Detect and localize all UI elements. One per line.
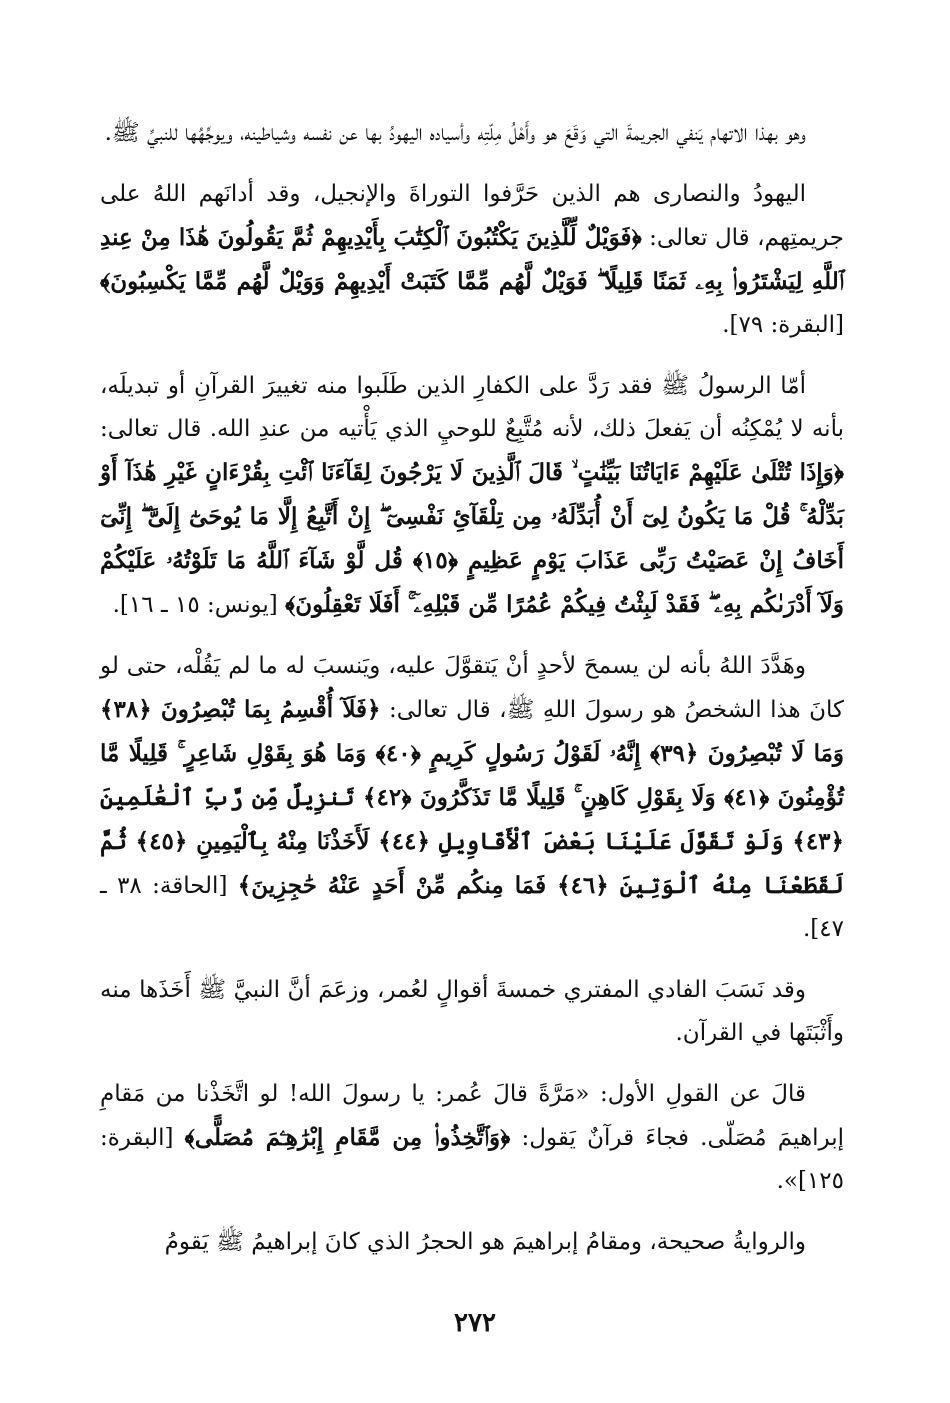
body-text bbox=[100, 112, 844, 1282]
paragraph-text: وقد نَسَبَ الفادي المفتري خمسةَ أقوالٍ لعُمر، وزعَمَ أنَّ النبيَّ ﷺ أَخَذَها منه وأَثْبَتَها في القرآن. bbox=[100, 977, 844, 1046]
paragraph-text: اليهودُ والنصارى هم الذين حَرَّفوا التوراةَ والإنجيل، وقد أدانَهم اللهُ على جريمتِهم، قال تعالى: bbox=[100, 181, 844, 251]
page-number: ٢٧٢ bbox=[454, 1308, 496, 1338]
paragraph-1 bbox=[100, 112, 844, 155]
quran-verse: ﴿فَوَيْلٌ لِّلَّذِينَ يَكْتُبُونَ ٱلْكِتَٰبَ بِأَيْدِيهِمْ ثُمَّ يَقُولُونَ هَٰذَا مِنْ عِندِ ٱللَّهِ لِيَشْتَرُوا۟ بِهِۦ ثَمَنًا قَلِيلًا ۖ فَوَيْلٌ لَّهُم مِّمَّا كَتَبَتْ أَيْدِيهِمْ وَوَيْلٌ لَّهُم مِّمَّا يَكْسِبُونَ﴾ bbox=[100, 224, 844, 295]
verse-citation: [يونس: ١٥ ـ ١٦]. bbox=[112, 592, 286, 618]
quran-verse: ﴿وَٱتَّخِذُوا۟ مِن مَّقَامِ إِبْرَٰهِـۧمَ مُصَلًّى﴾ bbox=[184, 1124, 511, 1151]
paragraph-text: قالَ عن القولِ الأول: «مَرَّةً قالَ عُمر: يا رسولَ الله! لو اتَّخَذْنا من مَقامِ إبراهيمَ مُصَلّى. فجاءَ قرآنٌ يَقول: bbox=[100, 1081, 844, 1151]
verse-citation: [البقرة: ١٢٥]». bbox=[100, 1125, 844, 1194]
paragraph-text: وهَدَّدَ اللهُ بأنه لن يسمحَ لأحدٍ أنْ يَتقوَّلَ عليه، ويَنسبَ له ما لم يَقُلْه، حتى لو كانَ هذا الشخصُ هو رسولَ اللهِ ﷺ، قال تعالى: bbox=[100, 653, 845, 723]
paragraph-4 bbox=[100, 645, 844, 951]
paragraph-text: والروايةُ صحيحة، ومقامُ إبراهيمَ هو الحجرُ الذي كانَ إبراهيمُ ﷺ يَقومُ bbox=[164, 1229, 806, 1255]
paragraph-2 bbox=[100, 173, 844, 347]
verse-citation: [الحاقة: ٣٨ ـ ٤٧]. bbox=[100, 873, 844, 942]
paragraph-3 bbox=[100, 365, 844, 627]
paragraph-6 bbox=[100, 1073, 844, 1203]
paragraph-text: أمّا الرسولُ ﷺ فقد رَدَّ على الكفارِ الذين طَلَبوا منه تغييرَ القرآنِ أو تبديلَه، بأنه لا يُمْكِنُه أن يَفعلَ ذلك، لأنه مُتَّبِعٌ للوحيِ الذي يَأْتيه من عندِ الله. قال تعالى: bbox=[100, 373, 844, 442]
paragraph-7 bbox=[100, 1221, 844, 1264]
verse-citation: [البقرة: ٧٩]. bbox=[722, 312, 844, 338]
paragraph-5 bbox=[100, 969, 844, 1055]
quran-verse: ﴿وَإِذَا تُتْلَىٰ عَلَيْهِمْ ءَايَاتُنَا بَيِّنَٰتٍ ۙ قَالَ ٱلَّذِينَ لَا يَرْجُونَ لِقَآءَنَا ٱئْتِ بِقُرْءَانٍ غَيْرِ هَٰذَآ أَوْ بَدِّلْهُ ۚ قُلْ مَا يَكُونُ لِىٓ أَنْ أُبَدِّلَهُۥ مِن تِلْقَآئِ نَفْسِىٓ ۖ إِنْ أَتَّبِعُ إِلَّا مَا يُوحَىٰٓ إِلَىَّ ۖ إِنِّىٓ أَخَافُ إِنْ عَصَيْتُ رَبِّى عَذَابَ يَوْمٍ عَظِيمٍ ﴿١٥﴾ قُل لَّوْ شَآءَ ٱللَّهُ مَا تَلَوْتُهُۥ عَلَيْكُمْ وَلَآ أَدْرَىٰكُم بِهِۦ ۖ فَقَدْ لَبِثْتُ فِيكُمْ عُمُرًا مِّن قَبْلِهِۦٓ ۚ أَفَلَا تَعْقِلُونَ﴾ bbox=[100, 459, 844, 618]
paragraph-text: وهو بهذا الاتهام يَنفي الجريمةَ التي وَقَعَ هو وأَهْلُ مِلّتِه وأسياده اليهودُ بها عن نفسه وشياطينه، ويوجِّهُها للنبيِّ ﷺ. bbox=[104, 120, 806, 146]
quran-verse: ﴿فَلَآ أُقْسِمُ بِمَا تُبْصِرُونَ ﴿٣٨﴾ وَمَا لَا تُبْصِرُونَ ﴿٣٩﴾ إِنَّهُۥ لَقَوْلُ رَسُولٍ كَرِيمٍ ﴿٤٠﴾ وَمَا هُوَ بِقَوْلِ شَاعِرٍ ۚ قَلِيلًا مَّا تُؤْمِنُونَ ﴿٤١﴾ وَلَا بِقَوْلِ كَاهِنٍ ۚ قَلِيلًا مَّا تَذَكَّرُونَ ﴿٤٢﴾ تَنزِيلٌ مِّن رَّبِّ ٱلْعَٰلَمِينَ ﴿٤٣﴾ وَلَوْ تَقَوَّلَ عَلَيْنَا بَعْضَ ٱلْأَقَاوِيلِ ﴿٤٤﴾ لَأَخَذْنَا مِنْهُ بِٱلْيَمِينِ ﴿٤٥﴾ ثُمَّ لَقَطَعْنَا مِنْهُ ٱلْوَتِينَ ﴿٤٦﴾ فَمَا مِنكُم مِّنْ أَحَدٍ عَنْهُ حَٰجِزِينَ﴾ bbox=[100, 696, 845, 899]
